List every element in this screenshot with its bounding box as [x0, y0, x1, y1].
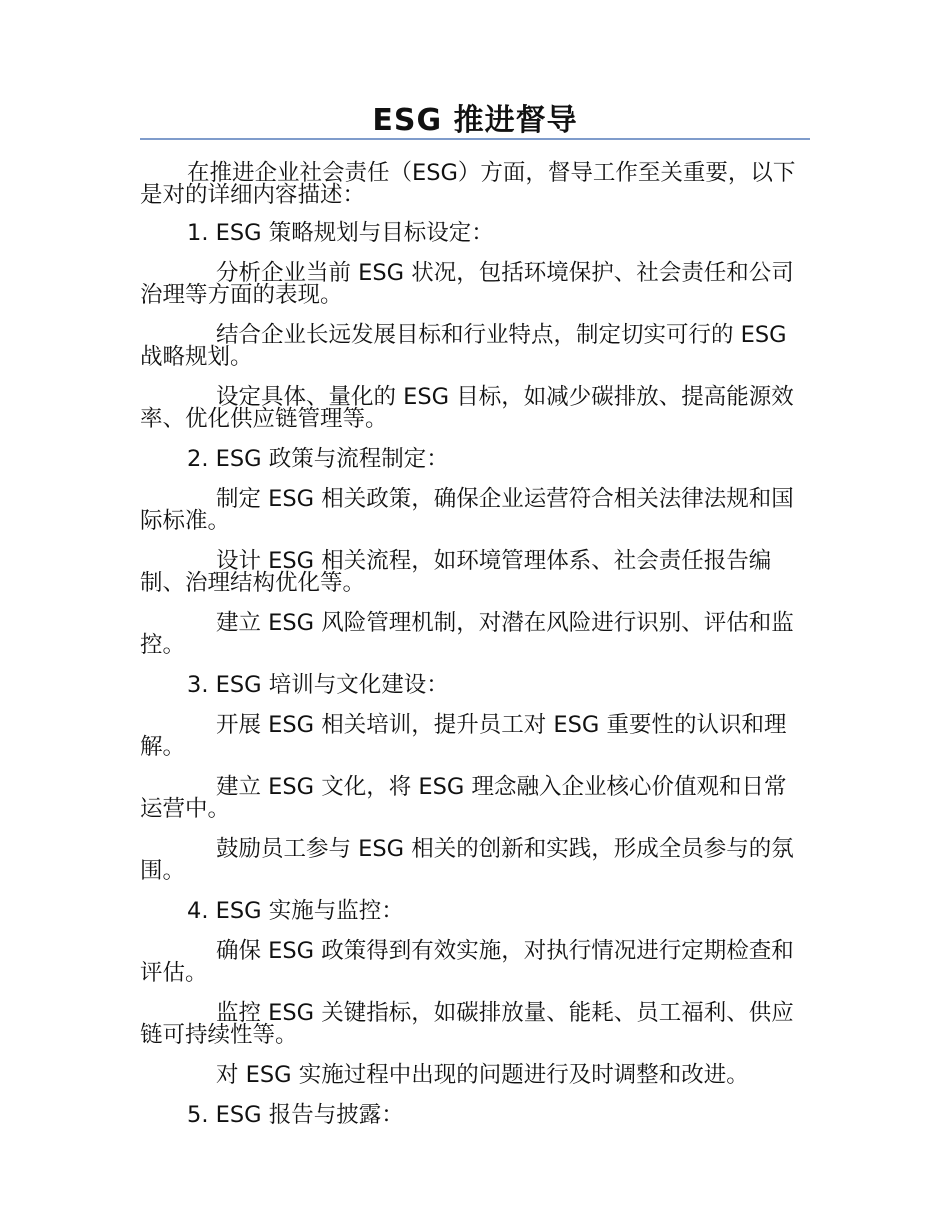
- section-heading: 2. ESG 政策与流程制定：: [187, 446, 449, 472]
- section-reporting: [140, 1095, 805, 1135]
- section-item: 建立 ESG 文化，将 ESG 理念融入企业核心价值观和日常运营中。: [140, 774, 787, 822]
- section-heading: 3. ESG 培训与文化建设：: [187, 672, 449, 698]
- document-body: [140, 155, 805, 1135]
- section-item: 鼓励员工参与 ESG 相关的创新和实践，形成全员参与的氛围。: [140, 836, 794, 884]
- section-implementation: [140, 891, 805, 1095]
- section-item: 对 ESG 实施过程中出现的问题进行及时调整和改进。: [216, 1062, 749, 1088]
- section-strategy: [140, 213, 805, 439]
- section-policy: [140, 439, 805, 665]
- section-item: 分析企业当前 ESG 状况，包括环境保护、社会责任和公司治理等方面的表现。: [140, 260, 794, 308]
- section-item: 确保 ESG 政策得到有效实施，对执行情况进行定期检查和评估。: [140, 938, 794, 986]
- section-item: 建立 ESG 风险管理机制，对潜在风险进行识别、评估和监控。: [140, 610, 794, 658]
- section-heading: 1. ESG 策略规划与目标设定：: [187, 220, 494, 246]
- section-heading: 4. ESG 实施与监控：: [187, 898, 404, 924]
- section-item: 监控 ESG 关键指标，如碳排放量、能耗、员工福利、供应链可持续性等。: [140, 1000, 794, 1048]
- section-item: 设定具体、量化的 ESG 目标，如减少碳排放、提高能源效率、优化供应链管理等。: [140, 384, 794, 432]
- section-item: 制定 ESG 相关政策，确保企业运营符合相关法律法规和国际标准。: [140, 486, 794, 534]
- title-underline: [140, 138, 810, 140]
- section-training: [140, 665, 805, 891]
- section-item: 设计 ESG 相关流程，如环境管理体系、社会责任报告编制、治理结构优化等。: [140, 548, 772, 596]
- section-item: 结合企业长远发展目标和行业特点，制定切实可行的 ESG 战略规划。: [140, 322, 787, 370]
- section-item: 开展 ESG 相关培训，提升员工对 ESG 重要性的认识和理解。: [140, 712, 787, 760]
- section-heading: 5. ESG 报告与披露：: [187, 1102, 404, 1128]
- document-title: ESG 推进督导: [372, 103, 578, 138]
- intro-paragraph: 在推进企业社会责任（ESG）方面，督导工作至关重要，以下是对的详细内容描述：: [140, 160, 796, 208]
